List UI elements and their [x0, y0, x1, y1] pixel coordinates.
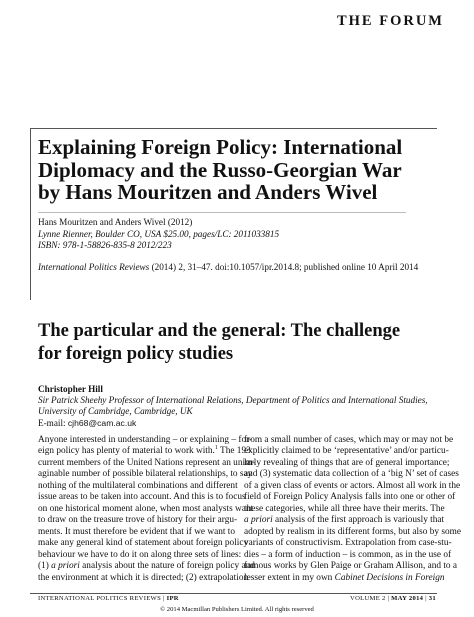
footer-month: MAY 2014	[391, 595, 424, 602]
body-column-left	[38, 435, 256, 584]
review-title-line: by Hans Mouritzen and Anders Wivel	[38, 180, 378, 204]
body-line: adopted by realism in its different forms, but also by some	[244, 526, 461, 537]
body-line: larly revealing of things that are of general importance;	[244, 457, 450, 468]
author-block	[38, 384, 428, 429]
running-footer-right	[350, 595, 436, 602]
article-title	[38, 320, 448, 365]
footer-rule	[30, 593, 437, 594]
author-affiliation: Sir Patrick Sheehy Professor of International Relations, Department of Politics and International Studies,	[38, 395, 428, 406]
body-line: Anyone interested in understanding – or explaining – for-	[38, 435, 253, 445]
footer-separator: |	[161, 595, 167, 602]
body-line: of a given class of events or actors. Almost all work in the	[244, 480, 461, 491]
body-line: the environment at which it is directed; (2) extrapolation	[38, 572, 249, 583]
book-publisher: Lynne Rienner, Boulder CO, USA $25.00, pages/LC: 2011033815	[38, 228, 280, 239]
body-line: to draw on the treasure trove of history for their argu-	[38, 515, 238, 526]
body-text: The 193	[217, 446, 251, 457]
body-line: lesser extent in my own Cabinet Decisions in Foreign	[244, 572, 445, 583]
italic-phrase: Cabinet Decisions in Foreign	[334, 572, 445, 583]
body-line: issue areas to be taken into account. And this is to focus	[38, 492, 246, 503]
footer-volume: VOLUME 2	[350, 595, 386, 602]
body-line: field of Foreign Policy Analysis falls into one or other of	[244, 492, 456, 503]
body-line: dies – a form of induction – is common, as in the use of	[244, 549, 452, 560]
body-line: variants of constructivism. Extrapolation from case-stu-	[244, 538, 452, 549]
footer-separator: |	[423, 595, 429, 602]
author-affiliation: University of Cambridge, Cambridge, UK	[38, 406, 193, 417]
body-line: current members of the United Nations represent an unim-	[38, 457, 256, 468]
citation	[38, 262, 418, 272]
book-isbn: ISBN: 978-1-58826-835-8 2012/223	[38, 240, 172, 250]
italic-phrase: a priori	[51, 561, 80, 572]
book-authors: Hans Mouritzen and Anders Wivel (2012)	[38, 217, 193, 227]
body-line: (1) a priori analysis about the nature of foreign policy and	[38, 561, 255, 572]
email-link[interactable]: cjh68@cam.ac.uk	[67, 417, 137, 428]
running-footer-left	[38, 595, 179, 602]
article-title-line: The particular and the general: The challenge	[38, 321, 401, 341]
body-line	[38, 445, 251, 457]
email-label: E-mail:	[38, 417, 68, 428]
body-line: explicitly claimed to be ‘representative’ and/or particu-	[244, 446, 449, 457]
page-number: 31	[428, 595, 436, 602]
body-line: on one historical moment alone, when most analysts want	[38, 503, 254, 514]
body-line: ments. It must therefore be evident that if we want to	[38, 526, 235, 537]
author-email-row	[38, 418, 428, 429]
article-title-line: for foreign policy studies	[38, 343, 234, 364]
frame-top-rule	[30, 128, 437, 129]
body-line: from a small number of cases, which may or may not be	[244, 435, 454, 445]
section-label: THE FORUM	[336, 13, 444, 29]
frame-left-rule	[30, 128, 31, 300]
body-line: nothing of the multilateral combinations and different	[38, 480, 238, 491]
body-line: aginable number of possible bilateral relationships, to say	[38, 469, 253, 480]
citation-journal: International Politics Reviews	[38, 262, 150, 272]
body-line: behaviour we have to do it on along three sets of lines:	[38, 549, 242, 560]
body-column-right	[244, 435, 461, 584]
body-line: and (3) systematic data collection of a ‘big N’ set of cases	[244, 469, 459, 480]
author-name: Christopher Hill	[38, 384, 103, 394]
body-line: famous works by Glen Paige or Graham Allison, and to a	[244, 561, 458, 572]
body-line: make any general kind of statement about foreign policy	[38, 538, 249, 549]
footnote-marker[interactable]: 1	[214, 445, 218, 452]
copyright-notice: © 2014 Macmillan Publishers Limited. All rights reserved	[160, 606, 314, 613]
footer-abbr: IPR	[166, 595, 179, 602]
body-text: eign policy has plenty of material to work with.	[38, 446, 215, 457]
review-title-line: Explaining Foreign Policy: International	[38, 135, 403, 159]
book-info	[38, 217, 279, 252]
body-line: a priori analysis of the first approach is variously that	[244, 515, 445, 526]
title-divider	[38, 212, 406, 213]
footer-journal: INTERNATIONAL POLITICS REVIEWS	[38, 595, 162, 602]
review-title	[38, 136, 438, 204]
body-line: these categories, while all three have their merits. The	[244, 503, 445, 514]
footer-separator: |	[385, 595, 392, 602]
citation-details: (2014) 2, 31–47. doi:10.1057/ipr.2014.8; published online 10 April 2014	[149, 262, 419, 272]
review-title-line: Diplomacy and the Russo-Georgian War	[38, 157, 402, 182]
italic-phrase: a priori	[244, 515, 273, 526]
